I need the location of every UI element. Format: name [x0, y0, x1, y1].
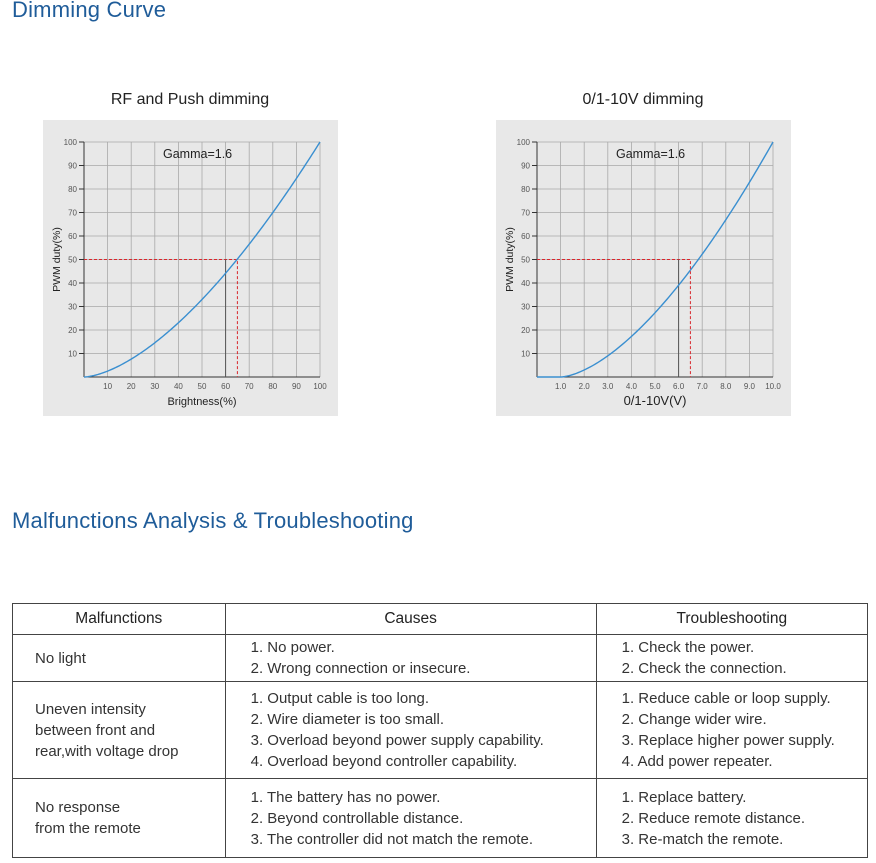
causes-cell — [225, 682, 596, 779]
x-tick-label: 6.0 — [673, 382, 685, 391]
gamma-annotation: Gamma=1.6 — [616, 147, 686, 161]
causes-cell — [225, 779, 596, 858]
y-tick-label: 80 — [68, 185, 77, 194]
fix-item: 2. Check the connection. — [621, 660, 787, 677]
malfunction-cell — [13, 635, 226, 682]
cause-item: 1. No power. — [250, 639, 335, 656]
y-tick-label: 100 — [63, 138, 77, 147]
malfunction-text: Uneven intensity — [35, 700, 146, 718]
gamma-annotation: Gamma=1.6 — [163, 147, 233, 161]
chart-background — [496, 120, 791, 416]
fix-item: 4. Add power repeater. — [621, 753, 773, 770]
x-tick-label: 4.0 — [625, 382, 637, 391]
malfunction-text: No light — [35, 649, 86, 667]
y-tick-label: 70 — [521, 208, 530, 218]
y-tick-label: 30 — [68, 302, 77, 312]
y-tick-label: 90 — [521, 161, 530, 171]
cause-item: 2. Wrong connection or insecure. — [250, 660, 471, 677]
malfunction-text: from the remote — [35, 820, 141, 837]
malfunction-text: rear,with voltage drop — [35, 742, 179, 760]
y-tick-label: 50 — [68, 255, 77, 265]
chart1-title: RF and Push dimming — [110, 91, 270, 108]
fix-item: 1. Reduce cable or loop supply. — [621, 690, 831, 707]
x-tick-label: 90 — [291, 382, 301, 391]
y-axis-label: PWM duty(%) — [51, 227, 63, 292]
cause-item: 3. The controller did not match the remote. — [250, 830, 533, 848]
header-malfunctions: Malfunctions — [13, 604, 226, 635]
y-tick-label: 60 — [68, 232, 77, 241]
fix-item: 2. Change wider wire. — [621, 711, 767, 728]
y-tick-label: 50 — [521, 255, 530, 265]
chart-0-1-10v-dimming — [496, 120, 791, 416]
fix-item: 3. Replace higher power supply. — [621, 732, 835, 749]
fix-item: 1. Replace battery. — [621, 788, 747, 806]
x-tick-label: 9.0 — [743, 382, 755, 391]
x-tick-label: 40 — [173, 382, 183, 391]
x-tick-label: 5.0 — [649, 382, 661, 391]
cause-item: 1. Output cable is too long. — [250, 690, 430, 707]
fixes-cell — [596, 682, 867, 779]
chart-background — [43, 120, 338, 416]
cause-item: 2. Beyond controllable distance. — [250, 809, 464, 827]
x-tick-label: 20 — [126, 382, 136, 391]
x-tick-label: 100 — [313, 382, 327, 391]
cause-item: 2. Wire diameter is too small. — [250, 711, 444, 728]
x-tick-label: 8.0 — [720, 382, 732, 391]
y-tick-label: 40 — [68, 279, 77, 288]
y-tick-label: 20 — [521, 326, 530, 335]
x-axis-label: 0/1-10V(V) — [623, 393, 687, 408]
y-tick-label: 30 — [521, 302, 530, 312]
fixes-cell — [596, 635, 867, 682]
x-tick-label: 7.0 — [696, 382, 708, 391]
y-tick-label: 60 — [521, 232, 530, 241]
y-tick-label: 10 — [68, 349, 77, 359]
malfunction-text: No response — [35, 799, 121, 816]
table-row — [13, 635, 868, 682]
fix-item: 3. Re-match the remote. — [621, 830, 784, 848]
malfunction-text: between front and — [35, 721, 156, 739]
malfunction-cell — [13, 779, 226, 858]
y-tick-label: 100 — [516, 138, 530, 147]
header-troubleshooting: Troubleshooting — [596, 604, 867, 635]
y-tick-label: 10 — [521, 349, 530, 359]
dimming-curve-heading: Dimming Curve — [12, 0, 167, 22]
y-tick-label: 20 — [68, 326, 77, 335]
x-tick-label: 2.0 — [578, 382, 590, 391]
malfunction-cell — [13, 682, 226, 779]
x-axis-label: Brightness(%) — [167, 396, 237, 408]
x-tick-label: 3.0 — [602, 382, 614, 391]
chart-rf-push-dimming — [43, 120, 338, 416]
x-tick-label: 50 — [197, 382, 207, 391]
troubleshooting-heading: Malfunctions Analysis & Troubleshooting — [12, 508, 414, 533]
y-tick-label: 40 — [521, 279, 530, 288]
y-tick-label: 70 — [68, 208, 77, 218]
y-tick-label: 90 — [68, 161, 77, 171]
fix-item: 1. Check the power. — [621, 639, 755, 656]
y-tick-label: 80 — [521, 185, 530, 194]
cause-item: 3. Overload beyond power supply capability. — [250, 732, 544, 749]
table-header-row — [13, 604, 868, 635]
table-row — [13, 779, 868, 858]
x-tick-label: 10 — [103, 382, 113, 391]
causes-cell — [225, 635, 596, 682]
fix-item: 2. Reduce remote distance. — [621, 809, 806, 827]
cause-item: 1. The battery has no power. — [250, 788, 441, 806]
fixes-cell — [596, 779, 867, 858]
x-tick-label: 30 — [150, 382, 160, 391]
x-tick-label: 80 — [268, 382, 278, 391]
x-tick-label: 70 — [244, 382, 254, 391]
cause-item: 4. Overload beyond controller capability. — [250, 753, 518, 770]
x-tick-label: 60 — [221, 382, 231, 391]
table-row — [13, 682, 868, 779]
x-tick-label: 10.0 — [765, 382, 781, 391]
troubleshooting-table — [12, 603, 868, 858]
y-axis-label: PWM duty(%) — [504, 227, 516, 292]
x-tick-label: 1.0 — [555, 382, 567, 391]
header-causes: Causes — [225, 604, 596, 635]
chart2-title: 0/1-10V dimming — [582, 91, 704, 108]
